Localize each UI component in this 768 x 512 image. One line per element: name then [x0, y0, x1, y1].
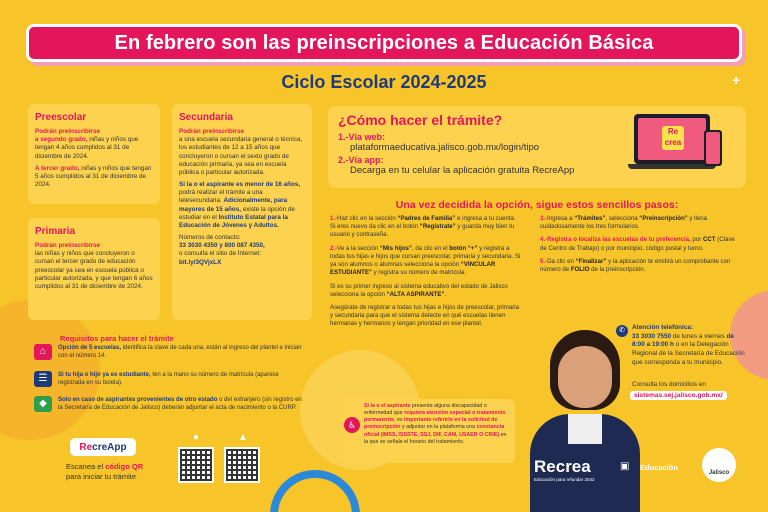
- addresses-link[interactable]: sistemas.sej.jalisco.gob.mx/: [630, 391, 727, 400]
- primaria-card: [28, 218, 160, 320]
- web-url-link[interactable]: plataformaeducativa.jalisco.gob.mx/login/tipo: [350, 142, 540, 153]
- how-to-title: ¿Cómo hacer el trámite?: [338, 112, 503, 128]
- secundaria-text-1: Podrán preinscribirse a una escuela secundaria general o técnica, los estudiantes de 12 a 15 años que concluyeron o cursan el sexto grado de educación primaria, ya sea en escuela pública o particular autorizada.: [179, 128, 303, 176]
- step-3: 3.-Ingresa a “Trámites”, selecciona “Preinscripción” y llena cuidadosamente los tres formularios.: [540, 215, 708, 231]
- phone-contact: Atención telefónica: 33 3030 7550 de lunes a viernes de 8:00 a 19:00 h o en la Delegación Regional de la Secretaría de Educación que corresponda a tu municipio.: [632, 324, 745, 366]
- preescolar-text-1: Podrán preinscribirse a segundo grado, niñas y niños que tengan 4 años cumplidos al 31 de diciembre de 2024.: [35, 128, 139, 160]
- laptop-logo-crea: crea: [664, 138, 682, 147]
- educacion-logo: Educación: [640, 463, 678, 472]
- school-cycle-title: Ciclo Escolar 2024-2025: [281, 72, 487, 92]
- id-card-icon: ☰: [34, 371, 52, 387]
- preescolar-title: Preescolar: [35, 112, 87, 123]
- preescolar-text-2: A tercer grado, niñas y niños que tengan 5 años cumplidos al 31 de diciembre de 2024.: [35, 164, 152, 189]
- app-step-text: Decarga en tu celular la aplicación gratuita RecreApp: [350, 165, 575, 176]
- qr-caption: Escanea el código QR para iniciar tu trámite: [66, 462, 144, 482]
- secundaria-card: [172, 104, 312, 320]
- wheelchair-icon: ♿: [344, 417, 360, 433]
- qr-code-ios[interactable]: [178, 447, 214, 483]
- step-2: 2.-Ve a la sección “Mis hijos”, da clic en el botón “+” y registra a todas tus hijas e hijos que cursan preescolar, primaria y secundaria. Si ya son alumnos o alumnas selecciona la opción “VINCULAR ESTUDIANTE” y registra su número de matrícula.: [330, 244, 521, 277]
- requirement-student-id: ☰ Si tu hija o hijo ya es estudiante, ten a la mano su número de matrícula (aparece registrada en su boleta).: [34, 371, 304, 387]
- web-step-label: 1.-Vía web:: [338, 132, 386, 142]
- phone-illustration: [704, 130, 722, 166]
- preescolar-card: [28, 104, 160, 204]
- map-icon: ◆: [34, 396, 52, 412]
- laptop-illustration: [634, 114, 720, 174]
- recrea-logo: Recrea Educación para refundar 2042: [534, 457, 595, 482]
- requirements-title: Requisitos para hacer el trámite: [60, 334, 174, 343]
- student-photo: [520, 324, 650, 512]
- book-icon: ▣: [620, 461, 630, 472]
- step-5: 5.-Da clic en “Finalizar” y la aplicación te emitirá un comprobante con número de FOLIO de la preinscripción.: [540, 257, 731, 274]
- secundaria-title: Secundaria: [179, 112, 233, 123]
- phone-icon: ✆: [616, 325, 628, 337]
- header-banner: [26, 24, 742, 62]
- bg-shape-blue: [270, 470, 360, 512]
- android-icon: ▲: [238, 432, 248, 443]
- primaria-title: Primaria: [35, 226, 76, 237]
- apple-icon: ●: [193, 432, 200, 443]
- addresses-label: Consulta los domicilios en: [632, 381, 706, 388]
- steps-column-right: [540, 215, 738, 279]
- school-icon: ⌂: [34, 344, 52, 360]
- requirement-other-state: ◆ Solo en caso de aspirantes provenientes de otro estado o del extranjero (sin registro en la Secretaría de Educación de Jalisco) deberán adjuntar el acta de nacimiento o la CURP.: [34, 396, 304, 412]
- recreapp-logo: Re creApp: [70, 438, 136, 456]
- secundaria-link[interactable]: bit.ly/3QVjxLX: [179, 258, 222, 266]
- plus-icon: +: [732, 72, 741, 88]
- step-1: 1.-Haz clic en la sección “Padres de Familia” e ingresa a tu cuenta. Si eres nuevo da clic en el botón “Regístrate” y guarda muy bien tu usuario y contraseña.: [330, 215, 516, 239]
- bg-shape-orange: [0, 300, 100, 440]
- jalisco-logo: Jalisco: [702, 448, 736, 482]
- secundaria-text-2: Si la o el aspirante es menor de 16 años, podrá realizar el trámite a una telesecundaria. Adicionalmente, para mayores de 15 años, existe la opción de estudiar en el Instituto Estatal para la Educación de Jóvenes y Adultos.: [179, 181, 301, 229]
- app-step-label: 2.-Vía app:: [338, 155, 384, 165]
- step-2-new-student: Si es su primer ingreso al sistema educativo del estado de Jalisco selecciona la opción “ALTA ASPIRANTE”.: [330, 282, 508, 298]
- laptop-logo-re: Re: [667, 127, 679, 136]
- banner-title: En febrero son las preinscripciones a Educación Básica: [114, 31, 654, 54]
- secundaria-contact: Números de contacto: 33 3030 4350 y 800 087 4350, o consulta el sitio de Internet: bit.ly/3QVjxLX: [179, 234, 265, 266]
- step-2-siblings: Asegúrate de registrar a todas tus hijas e hijos de preescolar, primaria y secundaria para que el sistema detecte en qué escuelas tienen hermanas y hermanos y tengan prioridad en ese plantel.: [330, 303, 520, 328]
- step-4: 4.-Registra o localiza las escuelas de tu preferencia, por CCT (Clave de Centro de Trabajo) o por municipio, código postal y turno.: [540, 236, 735, 252]
- steps-title: Una vez decidida la opción, sigue estos sencillos pasos:: [395, 199, 679, 211]
- primaria-text: Podrán preinscribirse las niñas y niños que concluyeron o cursan el tercer grado de educación preescolar ya sea en escuela pública o particular autorizada, y que tengan 6 años cumplidos al 31 de diciembre de 2024.: [35, 242, 153, 290]
- disability-note: ♿ Si la o el aspirante presenta alguna discapacidad o enfermedad que requiera atención especial o tratamiento permanente, es importante referirlo en la solicitud de preinscripción y adjuntar en la plataforma una constancia oficial (IMSS, ISSSTE, SSJ, DIF, CAM, USAER O CRIE) en la que se señale el horario del tratamiento.: [340, 399, 515, 463]
- steps-column-left: [330, 215, 522, 334]
- requirement-schools: ⌂ Opción de 5 escuelas, identifica la clave de cada una, están al ingreso del plantel e inician con el número 14.: [34, 344, 304, 360]
- qr-code-android[interactable]: [224, 447, 260, 483]
